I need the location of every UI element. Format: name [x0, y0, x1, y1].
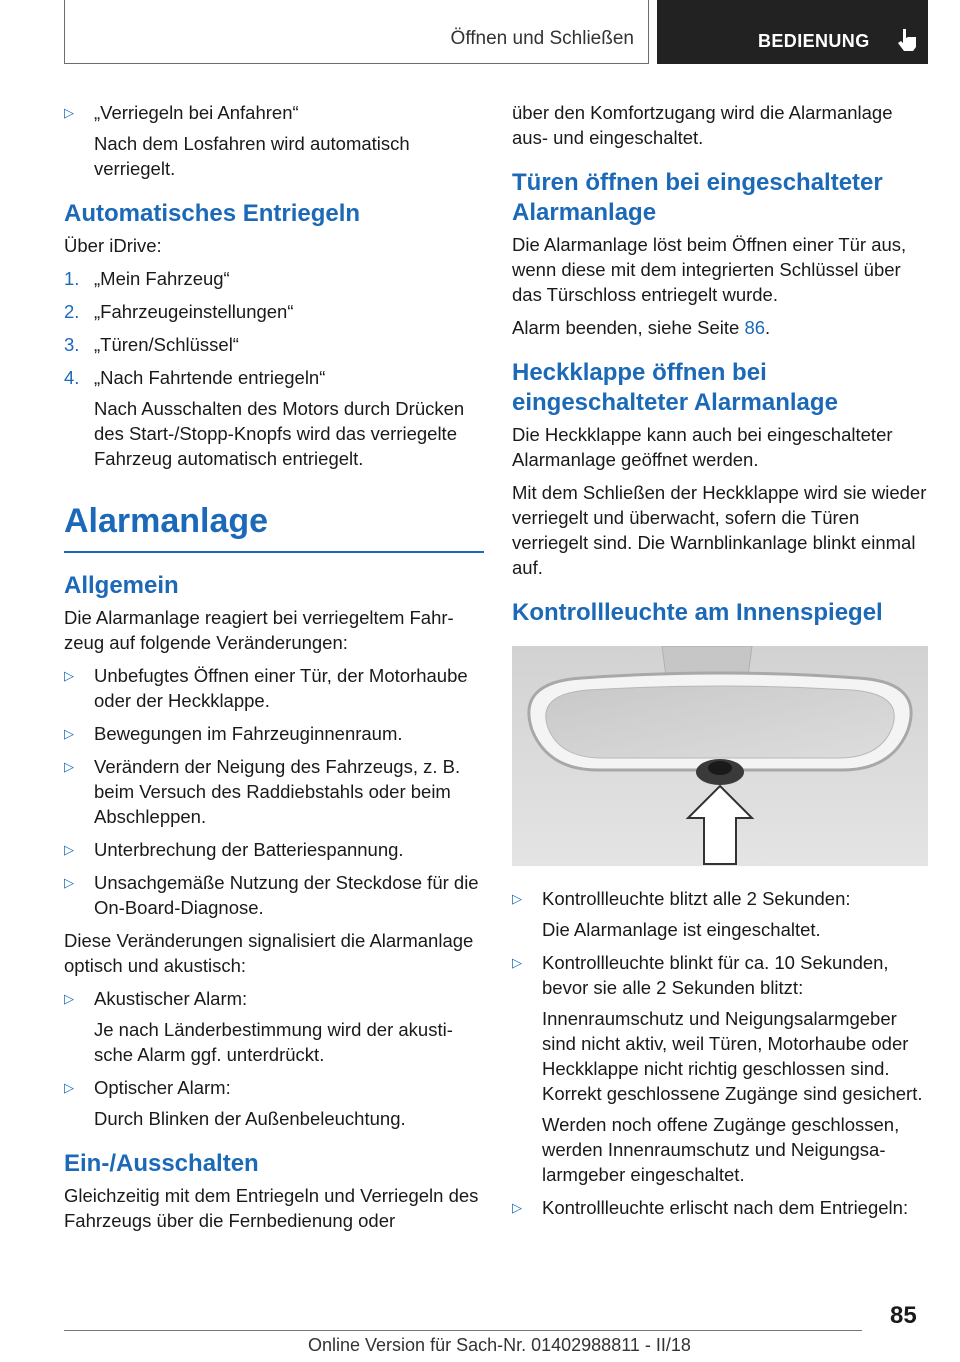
footer-divider: [64, 1330, 862, 1331]
step-text: „Fahrzeugeinstellungen“: [94, 301, 294, 322]
heading-tailgate-alarm: Heckklappe öffnen bei eingeschalteter Alarmanlage: [512, 359, 838, 416]
list-item: [512, 950, 930, 1187]
list-item-title: Akustischer Alarm:: [94, 987, 248, 1009]
step-number: 4.: [64, 367, 80, 388]
list-item-text: Die Alarmanlage ist eingeschaltet.: [542, 919, 821, 940]
list-item-text: Werden noch offene Zugänge geschlossen, werden Innenraumschutz und Neigungsalarmgeber eingeschaltet.: [542, 1114, 900, 1185]
header-section-title: Öffnen und Schließen: [450, 28, 634, 49]
triangle-bullet-icon: ▷: [64, 725, 74, 741]
step-text: „Türen/Schlüssel“: [94, 334, 239, 355]
step-item: [64, 299, 484, 324]
step-text: „Nach Fahrtende entriegeln“: [94, 367, 326, 388]
page-number: 85: [890, 1302, 917, 1329]
page-reference-link[interactable]: 86: [744, 317, 766, 338]
triangle-bullet-icon: ▷: [64, 841, 74, 857]
list-item: [64, 754, 484, 829]
heading-indicator-mirror: Kontrollleuchte am Innenspiegel: [512, 599, 883, 626]
list-item-title: „Verriegeln bei Anfahren“: [94, 102, 299, 123]
list-item-text: Unsachgemäße Nutzung der Steckdose für die On-Board-Diagnose.: [94, 871, 479, 918]
list-item: [64, 986, 484, 1067]
list-item: [64, 721, 484, 746]
triangle-bullet-icon: ▷: [64, 105, 74, 120]
header-chapter-label: BEDIENUNG: [758, 31, 870, 51]
step-item: [64, 365, 484, 471]
hand-pointer-icon: [896, 27, 920, 53]
doors-reference: [512, 315, 930, 340]
reference-suffix: .: [765, 317, 771, 338]
list-item-title: Kontrollleuchte blitzt alle 2 Sekunden:: [542, 888, 851, 909]
step-number: 1.: [64, 268, 80, 289]
chapter-title-alarm: Alarmanlage: [64, 502, 269, 540]
list-item-title: Kontrollleuchte erlischt nach dem Entriegeln:: [542, 1197, 909, 1218]
doors-text: Die Alarmanlage löst beim Öffnen einer Tür aus, wenn diese mit dem integrierten Schlüssel über das Türschloss entriegelt wurde.: [512, 234, 907, 305]
general-intro: Die Alarmanlage reagiert bei verriegeltem Fahrzeug auf folgende Veränderungen:: [64, 606, 454, 653]
on-off-text: Gleichzeitig mit dem Entriegeln und Verriegeln des Fahrzeugs über die Fernbedienung oder: [64, 1184, 479, 1231]
continued-text: über den Komfortzugang wird die Alarmanlage aus- und eingeschaltet.: [512, 102, 893, 148]
triangle-bullet-icon: ▷: [64, 874, 74, 890]
auto-unlock-intro: Über iDrive:: [64, 235, 162, 256]
header-section-box: [64, 0, 649, 64]
triangle-bullet-icon: ▷: [512, 955, 522, 970]
step-number: 2.: [64, 301, 80, 322]
triangle-bullet-icon: ▷: [64, 758, 74, 774]
list-item: [64, 1075, 484, 1131]
list-item: [64, 100, 484, 181]
footer-online-version: Online Version für Sach-Nr. 01402988811 - II/18: [308, 1335, 691, 1355]
heading-doors-alarm: Türen öffnen bei eingeschalteter Alarmanlage: [512, 169, 883, 226]
list-item-text: Verändern der Neigung des Fahrzeugs, z. B. beim Versuch des Raddiebstahls oder beim Abschleppen.: [94, 755, 461, 827]
list-item: [64, 663, 484, 713]
triangle-bullet-icon: ▷: [64, 990, 74, 1006]
tailgate-text-2: Mit dem Schließen der Heckklappe wird sie wieder verriegelt und überwacht, sofern die Türen verriegelt sind. Die Warnblinkanlage blinkt einmal auf.: [512, 482, 927, 578]
rearview-mirror-illustration: [512, 646, 928, 866]
list-item: [512, 1195, 930, 1220]
list-item-title: Kontrollleuchte blinkt für ca. 10 Sekunden, bevor sie alle 2 Sekunden blitzt:: [542, 952, 889, 998]
list-item: [64, 837, 484, 862]
reference-prefix: Alarm beenden, siehe Seite: [512, 317, 740, 338]
step-item: [64, 332, 484, 357]
step-item: [64, 266, 484, 291]
chapter-divider: [64, 551, 484, 553]
list-item: [512, 886, 930, 942]
list-item-text: Unterbrechung der Batteriespannung.: [94, 838, 404, 860]
list-item-title: Optischer Alarm:: [94, 1076, 231, 1098]
list-item-text: Unbefugtes Öffnen einer Tür, der Motorhaube oder der Heckklappe.: [94, 664, 468, 711]
list-item-text: Je nach Länderbestimmung wird der akustische Alarm ggf. unterdrückt.: [94, 1018, 453, 1065]
left-column: [64, 100, 484, 1241]
triangle-bullet-icon: ▷: [512, 891, 522, 906]
triangle-bullet-icon: ▷: [512, 1200, 522, 1215]
signal-intro: Diese Veränderungen signalisiert die Alarmanlage optisch und akustisch:: [64, 929, 474, 976]
step-detail: Nach Ausschalten des Motors durch Drücken des Start-/Stopp-Knopfs wird das verriegelte Fahrzeug automatisch entriegelt.: [94, 398, 465, 469]
heading-general: Allgemein: [64, 571, 179, 599]
list-item-text: Durch Blinken der Außenbeleuchtung.: [94, 1107, 406, 1129]
triangle-bullet-icon: ▷: [64, 667, 74, 683]
list-item-text: Bewegungen im Fahrzeuginnenraum.: [94, 722, 403, 744]
step-text: „Mein Fahrzeug“: [94, 268, 230, 289]
header-chapter-tab[interactable]: [657, 0, 928, 64]
right-column: [512, 100, 930, 1228]
heading-on-off: Ein-/Ausschalten: [64, 1149, 259, 1177]
heading-auto-unlock: Automatisches Entriegeln: [64, 200, 361, 227]
step-number: 3.: [64, 334, 80, 355]
triangle-bullet-icon: ▷: [64, 1079, 74, 1095]
list-item-text: Innenraumschutz und Neigungsalarmgeber sind nicht aktiv, weil Türen, Motorhaube oder Heckklappe nicht richtig geschlossen sind. Korrekt geschlossene Zugänge sind gesichert.: [542, 1008, 923, 1104]
list-item: [64, 870, 484, 920]
list-item-text: Nach dem Losfahren wird automatisch verriegelt.: [94, 133, 410, 179]
tailgate-text-1: Die Heckklappe kann auch bei eingeschalteter Alarmanlage geöffnet werden.: [512, 424, 893, 470]
